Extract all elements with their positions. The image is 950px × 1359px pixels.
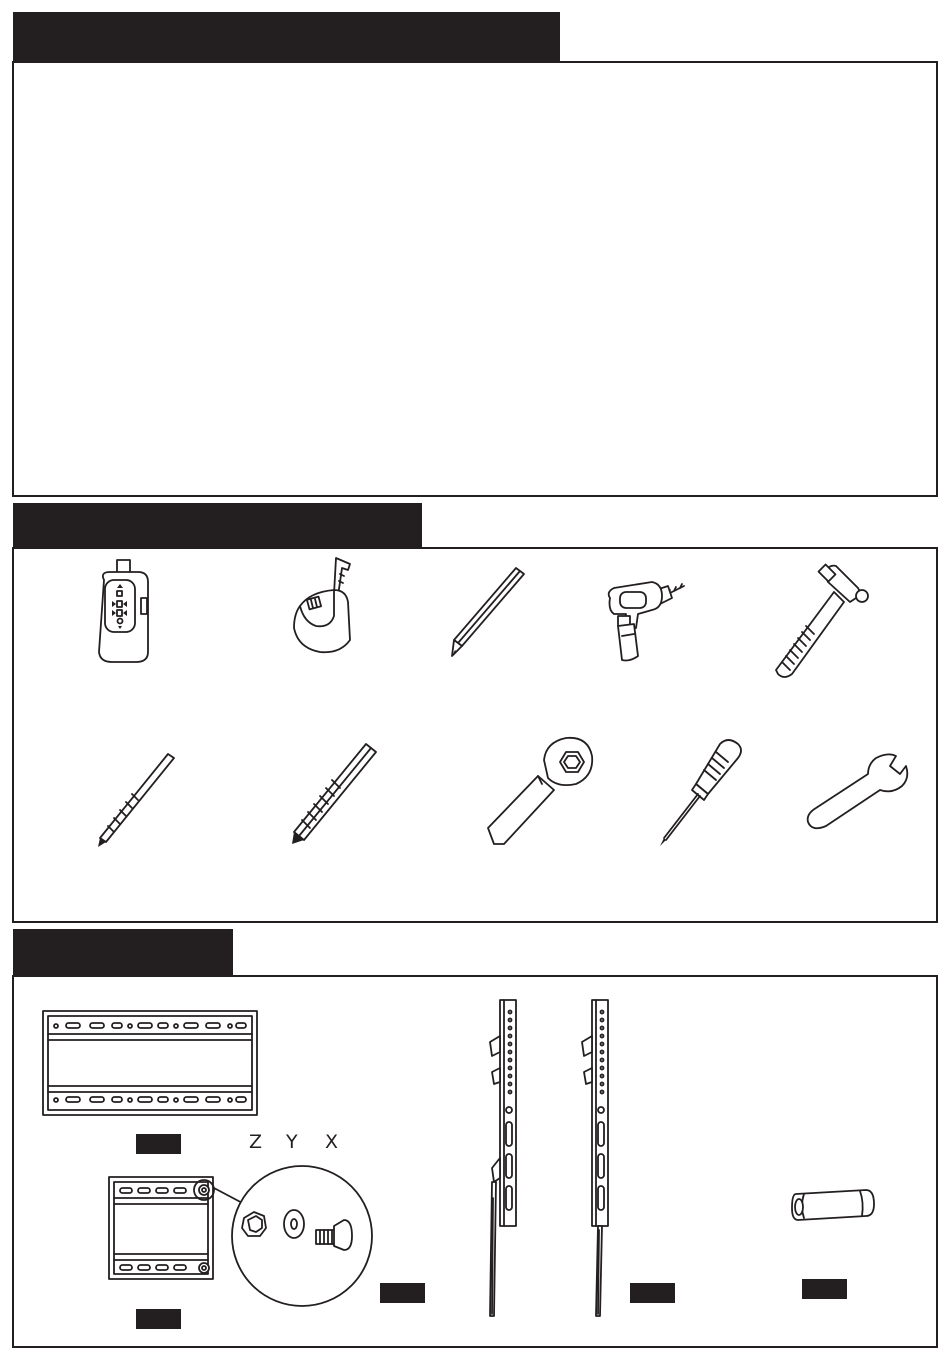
wall-plate-small-tag bbox=[136, 1309, 181, 1329]
open-end-wrench-icon bbox=[806, 752, 910, 832]
hardware-tag bbox=[380, 1283, 425, 1303]
tv-bracket-left bbox=[484, 998, 524, 1320]
small-drill-bit-icon bbox=[94, 752, 176, 848]
wall-plate-large bbox=[42, 1010, 258, 1116]
section-3-header-tab bbox=[13, 929, 233, 977]
hardware-label-y: Y bbox=[286, 1131, 298, 1153]
hardware-label-x: X bbox=[325, 1131, 339, 1153]
wall-plate-large-tag bbox=[136, 1134, 181, 1154]
section-1-content-box bbox=[12, 61, 938, 497]
spacer-tag bbox=[802, 1279, 847, 1299]
tape-measure-icon bbox=[290, 556, 360, 656]
screwdriver-icon bbox=[656, 738, 746, 848]
socket-wrench-icon bbox=[484, 736, 602, 852]
section-1-header-tab bbox=[13, 12, 560, 62]
hammer-icon bbox=[772, 562, 882, 682]
hardware-zoom-circle bbox=[214, 1150, 374, 1322]
pencil-icon bbox=[448, 566, 528, 658]
stud-finder-icon bbox=[90, 558, 160, 666]
hardware-label-z: Z bbox=[249, 1131, 263, 1153]
tv-bracket-right bbox=[576, 998, 616, 1320]
large-drill-bit-icon bbox=[288, 742, 380, 846]
wall-plate-small bbox=[108, 1176, 214, 1280]
bracket-tag bbox=[630, 1283, 675, 1303]
power-drill-icon bbox=[604, 576, 686, 666]
spacer-block bbox=[790, 1186, 876, 1224]
section-2-header-tab bbox=[13, 503, 422, 549]
